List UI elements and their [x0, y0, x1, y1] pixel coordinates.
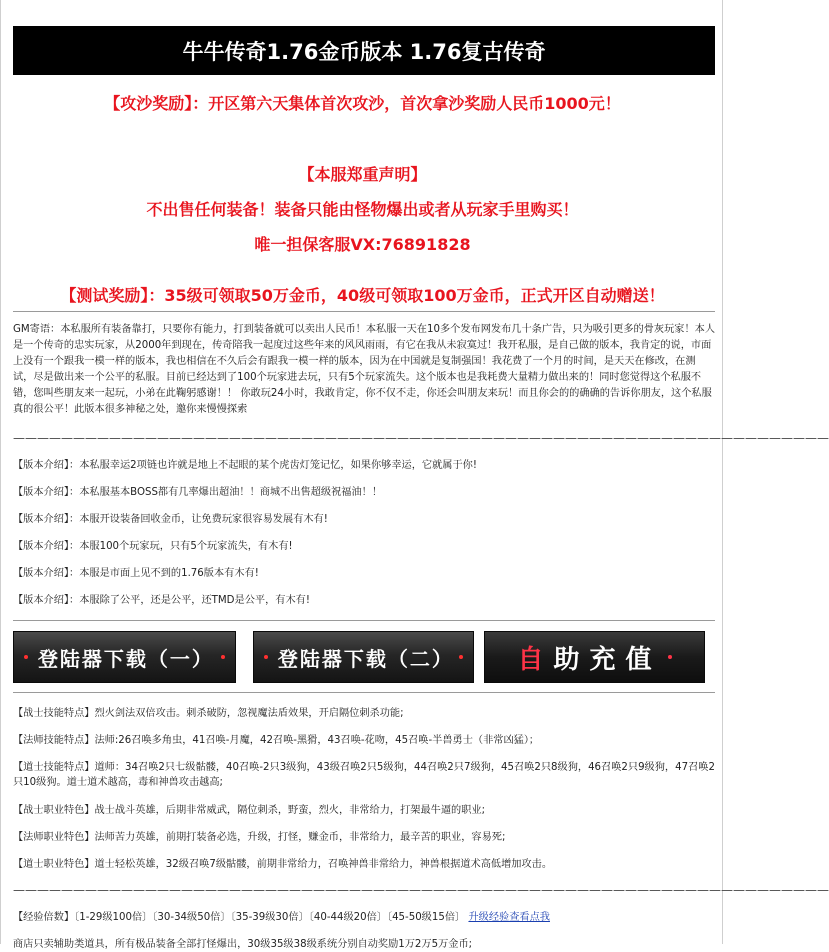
test-reward: 【测试奖励】：35级可领取50万金币，40级可领取100万金币，正式开区自动赠送！: [60, 286, 665, 305]
version-intro-item: 【版本介绍】：本服是市面上见不到的1.76版本有木有!: [13, 568, 259, 579]
experience-link[interactable]: 升级经验查看点我: [468, 912, 550, 923]
version-intro-item: 【版本介绍】：本服100个玩家玩，只有5个玩家流失，有木有!: [13, 541, 293, 552]
feature-item: 【法师技能特点】法师:26召唤多角虫，41召唤-月魔，42召唤-黑猾，43召唤-花吻，45召唤-半兽勇士（非常凶猛）；: [13, 735, 540, 746]
launcher-download-2-button[interactable]: [253, 631, 474, 683]
page-title: 牛牛传奇1.76金币版本 1.76复古传奇: [13, 26, 715, 75]
divider-line: [13, 311, 715, 312]
recharge-label-rest: 助充值: [553, 644, 662, 675]
feature-item: 【道士技能特点】道师：34召唤2只七级骷髅，40召唤-2只3级狗，43级召唤2只5级狗，44召唤2只7级狗，45召唤2只8级狗，46召唤2只9级狗，47召唤2只10级狗。道士道术越高，毒和神兽攻击越高;: [13, 762, 715, 788]
gm-message: GM寄语：本私服所有装备靠打，只要你有能力，打到装备就可以卖出人民币！本私服一天在10多个发布网发布几十条广告，只为吸引更多的骨灰玩家！本人是一个传奇的忠实玩家，从2000年到现在，传奇陪我一起度过这些年来的风风雨雨，有它在我从未寂寞过！我开私服，是自己做的版本，我肯定的说，市面上没有一个跟我一模一样的版本，我也相信在不久后会有跟我一模一样的版本，因为在中国就是复制强国！我花费了一个月的时间，是天天在修改，在测试，尽是做出来一个公平的私服。目前已经达到了100个玩家进去玩，只有5个玩家流失。这个版本也是我耗费大量精力做出来的！同时您觉得这个私服不错，您叫些朋友来一起玩，小弟在此鞠躬感谢！！ 你敢玩24小时，我敢肯定，你不仅不走，你还会叫朋友来玩！而且你会的的确确的告诉你朋友，这个私服真的很公平！此版本很多神秘之处，邀你来慢慢探索: [13, 324, 716, 415]
self-recharge-button[interactable]: [484, 631, 705, 683]
launcher-download-1-button[interactable]: [13, 631, 236, 683]
recharge-label-first: 自: [517, 644, 554, 675]
launcher-download-2-label: 登陆器下载（二）: [277, 646, 454, 671]
red-dot-icon: [221, 655, 225, 659]
red-dot-icon: [24, 655, 28, 659]
feature-item: 【法师职业特色】法师苦力英雄，前期打装备必选，升级，打怪，赚金币，非常给力，最辛苦的职业，容易死;: [13, 832, 506, 843]
red-dot-icon: [668, 655, 672, 659]
version-intro-item: 【版本介绍】：本服开设装备回收金币，让免费玩家很容易发展有木有!: [13, 514, 328, 525]
customer-service-vx: 唯一担保客服VX:76891828: [254, 235, 471, 254]
declaration-text: 不出售任何装备！装备只能由怪物爆出或者从玩家手里购买！: [146, 200, 579, 219]
divider-line: [13, 620, 715, 621]
version-intro-item: 【版本介绍】：本私服基本BOSS都有几率爆出超油！！商城不出售超级祝福油！！: [13, 487, 383, 498]
feature-item: 【道士职业特色】道士轻松英雄，32级召唤7级骷髅，前期非常给力，召唤神兽非常给力，神兽根据道术高低增加攻击。: [13, 859, 553, 870]
feature-item: 【战士职业特色】战士战斗英雄，后期非常威武，隔位刺杀，野蛮，烈火，非常给力，打架最牛逼的职业;: [13, 805, 486, 816]
experience-tiers: 〔1-29级100倍〕〔30-34级50倍〕〔35-39级30倍〕〔40-44级20倍〕〔45-50级15倍〕: [74, 912, 466, 923]
shop-note: 商店只卖辅助类道具，所有极品装备全部打怪爆出，30级35级38级系统分别自动奖励1万2万5万金币;: [13, 939, 473, 950]
launcher-download-1-label: 登陆器下载（一）: [37, 646, 214, 671]
version-intro-item: 【版本介绍】：本服除了公平，还是公平，还TMD是公平，有木有!: [13, 595, 310, 606]
red-dot-icon: [459, 655, 463, 659]
dashed-divider: ————————————————————————————————————————————————————————————————————: [13, 883, 829, 897]
siege-reward: 【攻沙奖励】：开区第六天集体首次攻沙，首次拿沙奖励人民币1000元！: [104, 94, 621, 113]
feature-item: 【战士技能特点】烈火剑法双倍攻击。刺杀破防，忽视魔法盾效果，开启隔位刺杀功能;: [13, 708, 404, 719]
experience-label: 【经验倍数】: [13, 912, 75, 923]
red-dot-icon: [264, 655, 268, 659]
experience-rates: [13, 910, 715, 925]
version-intro-item: 【版本介绍】：本私服幸运2项链也许就是地上不起眼的某个虎齿灯笼记忆，如果你够幸运，它就属于你!: [13, 460, 477, 471]
dashed-divider: ————————————————————————————————————————————————————————————————————: [13, 431, 829, 445]
divider-line: [13, 692, 715, 693]
declaration-title: 【本服郑重声明】: [298, 165, 427, 184]
